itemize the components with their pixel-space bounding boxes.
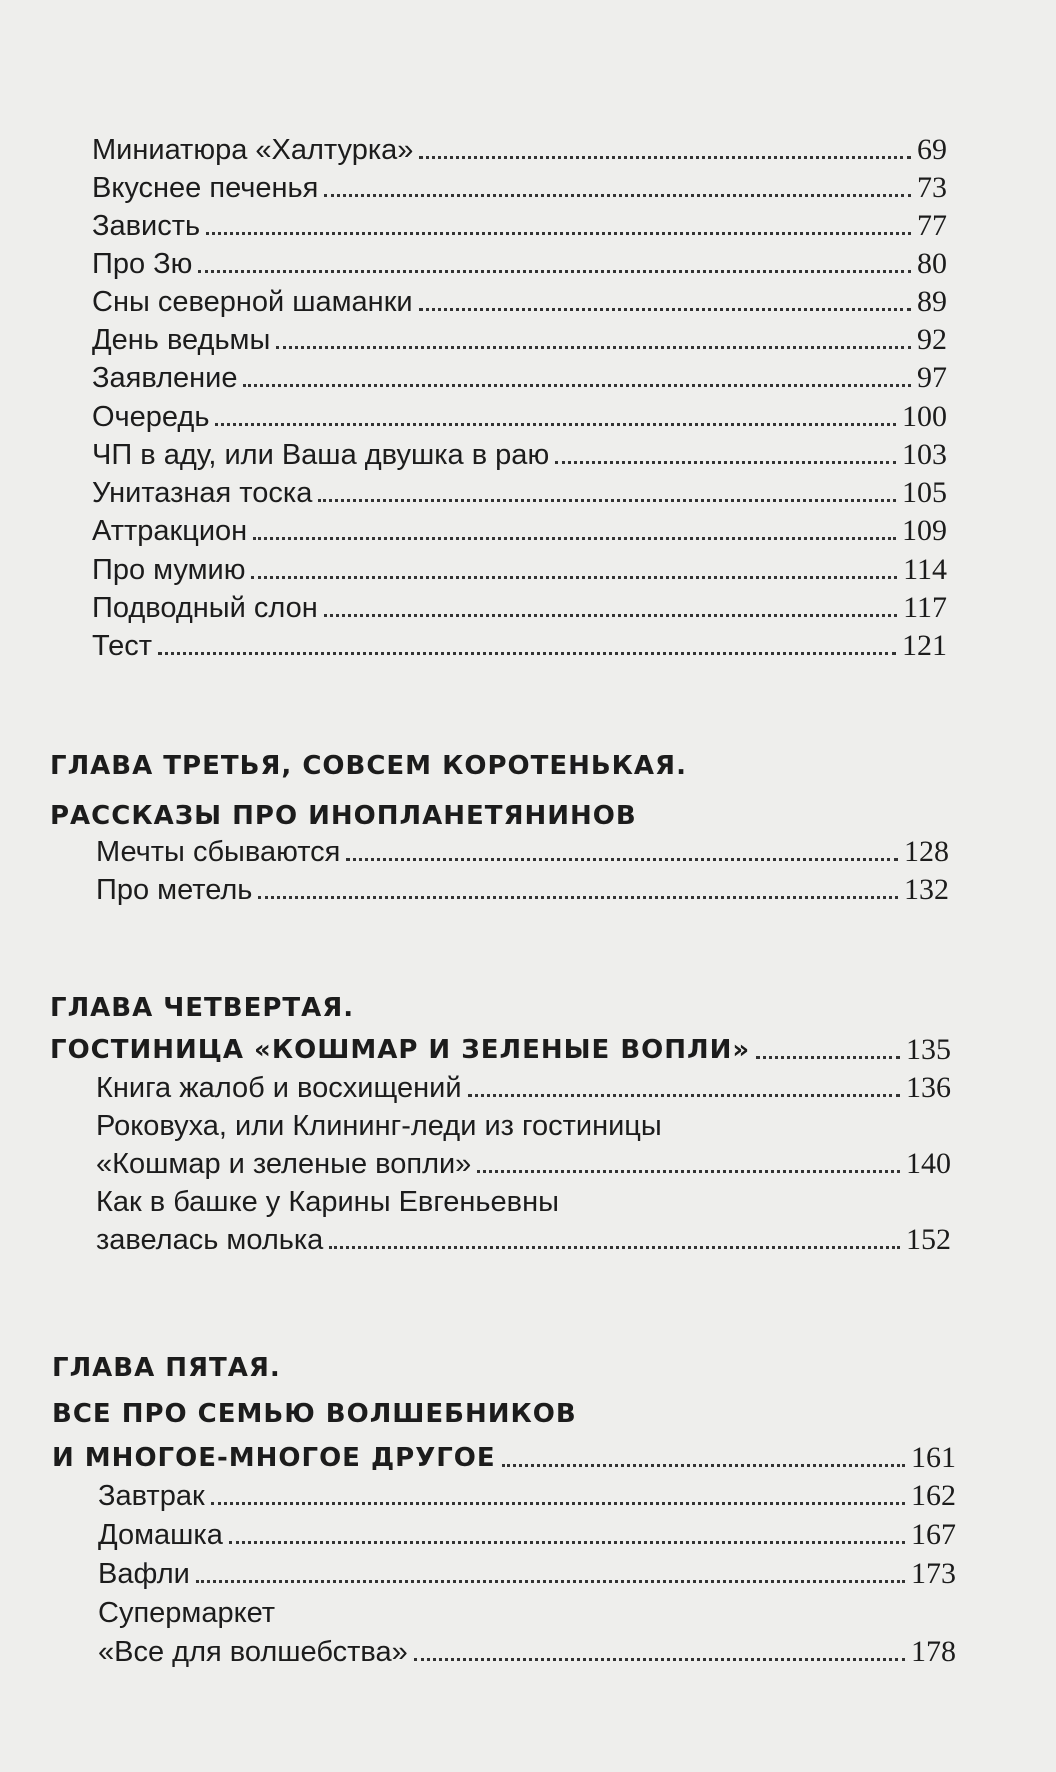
dot-leader xyxy=(329,1246,900,1249)
entry-page-number: 77 xyxy=(917,209,947,242)
entry-page-number: 162 xyxy=(911,1479,956,1512)
chapter-heading-entry xyxy=(50,1032,951,1068)
entry-title: Подводный слон xyxy=(92,592,318,624)
entry-page-number: 109 xyxy=(902,514,947,547)
dot-leader xyxy=(419,308,911,311)
dot-leader xyxy=(196,1580,905,1583)
entry-page-number: 105 xyxy=(902,476,947,509)
dot-leader xyxy=(198,270,911,273)
entry-page-number: 100 xyxy=(902,400,947,433)
entry-page-number: 121 xyxy=(902,629,947,662)
entry-page-number: 136 xyxy=(906,1071,951,1104)
dot-leader xyxy=(502,1464,905,1467)
entry-title: «Кошмар и зеленые вопли» xyxy=(96,1148,472,1180)
dot-leader xyxy=(555,461,896,464)
entry-title: Вафли xyxy=(98,1558,190,1590)
toc-entry xyxy=(92,590,947,626)
toc-entry xyxy=(92,208,947,244)
dot-leader xyxy=(258,896,898,899)
entry-page-number: 92 xyxy=(917,323,947,356)
dot-leader xyxy=(251,576,897,579)
dot-leader xyxy=(346,858,898,861)
toc-entry xyxy=(96,1222,951,1258)
dot-leader xyxy=(468,1094,900,1097)
chapter-heading: ГЛАВА ЧЕТВЕРТАЯ. xyxy=(50,993,355,1023)
chapter-heading-title: И МНОГОЕ-МНОГОЕ ДРУГОЕ xyxy=(52,1443,496,1473)
entry-title: Зависть xyxy=(92,210,201,242)
toc-entry xyxy=(92,170,947,206)
toc-entry xyxy=(98,1556,956,1592)
entry-title: Миниатюра «Халтурка» xyxy=(92,134,414,166)
entry-page-number: 97 xyxy=(917,361,947,394)
entry-title: завелась молька xyxy=(96,1224,324,1256)
entry-title: Про Зю xyxy=(92,248,193,280)
toc-entry xyxy=(96,1070,951,1106)
dot-leader xyxy=(158,652,896,655)
toc-entry xyxy=(98,1517,956,1553)
entry-title: Очередь xyxy=(92,401,210,433)
dot-leader xyxy=(229,1541,905,1544)
entry-page-number: 114 xyxy=(903,553,947,586)
toc-entry xyxy=(98,1634,956,1670)
entry-page-number: 69 xyxy=(917,133,947,166)
entry-title: Тест xyxy=(92,630,152,662)
dot-leader xyxy=(206,232,911,235)
dot-leader xyxy=(419,156,911,159)
entry-page-number: 73 xyxy=(917,171,947,204)
dot-leader xyxy=(276,346,911,349)
entry-title: Книга жалоб и восхищений xyxy=(96,1072,462,1104)
chapter-heading-title: ГОСТИНИЦА «КОШМАР И ЗЕЛЕНЫЕ ВОПЛИ» xyxy=(50,1035,751,1065)
entry-title: Завтрак xyxy=(98,1480,205,1512)
toc-entry xyxy=(92,284,947,320)
entry-title: Мечты сбываются xyxy=(96,836,341,868)
entry-title: Про метель xyxy=(96,874,253,906)
chapter-heading: РАССКАЗЫ ПРО ИНОПЛАНЕТЯНИНОВ xyxy=(50,801,637,831)
dot-leader xyxy=(215,423,896,426)
dot-leader xyxy=(253,537,896,540)
entry-title: День ведьмы xyxy=(92,324,271,356)
entry-page-number: 103 xyxy=(902,438,947,471)
entry-title: ЧП в аду, или Ваша двушка в раю xyxy=(92,439,550,471)
toc-entry xyxy=(92,322,947,358)
dot-leader xyxy=(211,1502,905,1505)
entry-title: Унитазная тоска xyxy=(92,477,313,509)
dot-leader xyxy=(324,614,897,617)
entry-page-number: 161 xyxy=(911,1441,956,1474)
toc-entry xyxy=(92,513,947,549)
dot-leader xyxy=(756,1056,900,1059)
toc-entry xyxy=(92,552,947,588)
toc-entry xyxy=(92,628,947,664)
chapter-heading: ГЛАВА ТРЕТЬЯ, СОВСЕМ КОРОТЕНЬКАЯ. xyxy=(50,751,687,781)
toc-entry xyxy=(92,246,947,282)
entry-title-first-line: Супермаркет xyxy=(98,1597,276,1629)
entry-page-number: 152 xyxy=(906,1223,951,1256)
entry-title: «Все для волшебства» xyxy=(98,1636,408,1668)
dot-leader xyxy=(477,1170,900,1173)
entry-title-first-line: Как в башке у Карины Евгеньевны xyxy=(96,1186,559,1218)
entry-title-first-line: Роковуха, или Клининг-леди из гостиницы xyxy=(96,1110,662,1142)
toc-entry xyxy=(92,475,947,511)
entry-page-number: 117 xyxy=(903,591,947,624)
toc-entry xyxy=(92,132,947,168)
entry-title: Вкуснее печенья xyxy=(92,172,319,204)
entry-page-number: 178 xyxy=(911,1635,956,1668)
toc-entry xyxy=(96,872,949,908)
entry-page-number: 167 xyxy=(911,1518,956,1551)
entry-page-number: 132 xyxy=(904,873,949,906)
entry-page-number: 128 xyxy=(904,835,949,868)
toc-entry xyxy=(92,399,947,435)
entry-title: Заявление xyxy=(92,362,238,394)
entry-title: Про мумию xyxy=(92,554,246,586)
toc-entry xyxy=(96,834,949,870)
dot-leader xyxy=(243,384,911,387)
chapter-heading: ВСЕ ПРО СЕМЬЮ ВОЛШЕБНИКОВ xyxy=(52,1399,577,1429)
entry-page-number: 140 xyxy=(906,1147,951,1180)
entry-title: Домашка xyxy=(98,1519,223,1551)
toc-entry xyxy=(92,437,947,473)
chapter-heading: ГЛАВА ПЯТАЯ. xyxy=(52,1353,281,1383)
toc-entry xyxy=(96,1146,951,1182)
dot-leader xyxy=(414,1658,905,1661)
entry-title: Сны северной шаманки xyxy=(92,286,413,318)
entry-title: Аттракцион xyxy=(92,515,248,547)
toc-entry xyxy=(98,1478,956,1514)
dot-leader xyxy=(324,194,911,197)
entry-page-number: 173 xyxy=(911,1557,956,1590)
entry-page-number: 80 xyxy=(917,247,947,280)
entry-page-number: 89 xyxy=(917,285,947,318)
dot-leader xyxy=(318,499,896,502)
chapter-heading-entry xyxy=(52,1440,956,1476)
toc-entry xyxy=(92,360,947,396)
entry-page-number: 135 xyxy=(906,1033,951,1066)
